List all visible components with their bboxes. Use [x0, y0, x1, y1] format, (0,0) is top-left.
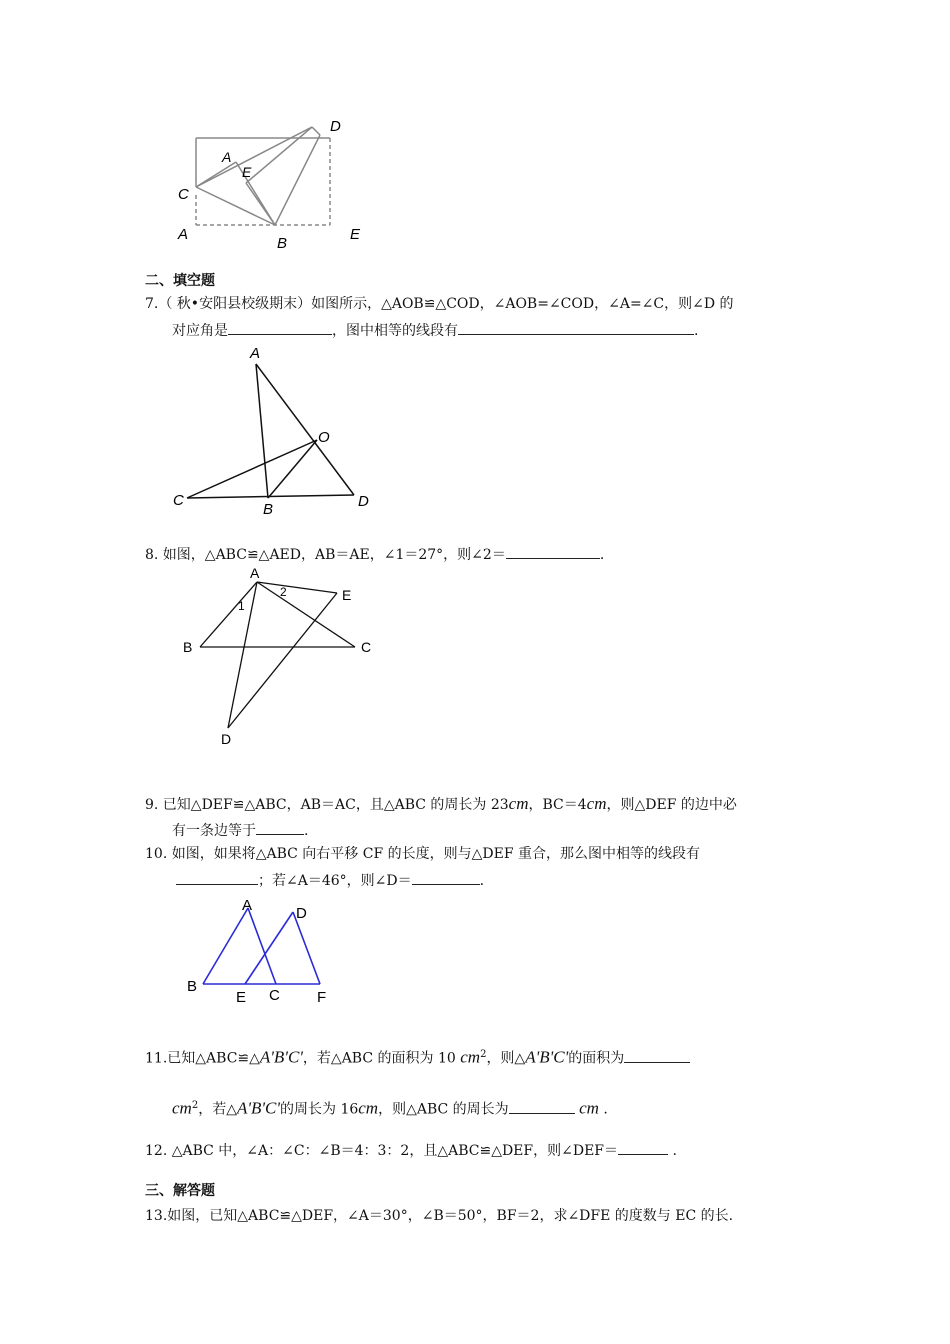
figure-q7 — [170, 340, 380, 520]
q11-prime-3: A'B'C' — [236, 1098, 280, 1118]
fig10-label-C: C — [269, 987, 280, 1004]
q11-blank-1[interactable] — [624, 1048, 690, 1063]
q11-part-f: 的周长为 16 — [280, 1101, 359, 1118]
q11-part-a: 11.已知△ABC≌△ — [145, 1050, 260, 1067]
q11-prime-2: A'B'C' — [525, 1047, 569, 1067]
fig8-label-A: A — [250, 565, 260, 581]
q11-part-d: 的面积为 — [568, 1050, 625, 1067]
q11-cm-1: cm — [460, 1047, 481, 1067]
fig6-label-A-prime: A — [222, 149, 232, 165]
q11-cm-4: cm — [579, 1098, 599, 1118]
figure-q8-lines — [200, 582, 355, 728]
figure-q6 — [170, 115, 370, 255]
figure-q10 — [180, 892, 340, 1012]
q11-sq-2: 2 — [191, 1100, 199, 1111]
fig10-label-D: D — [296, 905, 307, 922]
q9-part-b: ，BC＝4 — [528, 797, 587, 813]
q8-question: 8. 如图，△ABC≌△AED，AB＝AE，∠1＝27°，则∠2＝ — [145, 547, 506, 563]
fig7-label-O: O — [318, 429, 330, 446]
fig8-label-C: C — [361, 639, 372, 655]
fig6-label-E-prime: E — [242, 164, 252, 180]
q12-text — [145, 1140, 677, 1160]
q10-line2 — [176, 870, 484, 890]
q11-cm-2: cm — [172, 1098, 192, 1118]
fig6-label-D: D — [330, 118, 341, 135]
q10-blank-1[interactable] — [176, 870, 258, 885]
q9-line2 — [172, 820, 308, 840]
q12-blank[interactable] — [618, 1140, 668, 1155]
q10-mid: ；若∠A＝46°，则∠D＝ — [258, 873, 412, 889]
q12-end: . — [672, 1143, 677, 1159]
figure-q6-lines — [196, 127, 330, 225]
q7-line2a: 对应角是 — [172, 323, 228, 339]
figure-q8 — [175, 560, 385, 750]
fig8-angle-1: 1 — [238, 599, 245, 613]
q9-part-a: 9. 已知△DEF≌△ABC，AB＝AC，且△ABC 的周长为 23 — [145, 797, 509, 813]
fig8-label-B: B — [183, 639, 193, 655]
fig6-label-A: A — [178, 226, 189, 243]
fig6-label-B: B — [277, 235, 288, 252]
q9-line2-text: 有一条边等于 — [172, 823, 256, 839]
q11-blank-2[interactable] — [509, 1099, 575, 1114]
q9-unit-1: cm — [508, 794, 529, 813]
q7-blank-2[interactable] — [458, 320, 694, 335]
fig8-angle-2: 2 — [280, 585, 287, 599]
fig6-label-C: C — [178, 186, 189, 203]
q11-sq-1: 2 — [480, 1049, 487, 1060]
q11-part-c: ，则△ — [486, 1050, 526, 1067]
q11-line1 — [145, 1046, 690, 1068]
q11-end: . — [603, 1101, 608, 1118]
q10-line1: 10. 如图，如果将△ABC 向右平移 CF 的长度，则与△DEF 重合，那么图中相等的线段有 — [145, 846, 701, 862]
q7-blank-1[interactable] — [228, 320, 332, 335]
section-title-fill-blank: 二、填空题 — [145, 273, 215, 289]
fig8-label-D: D — [221, 731, 232, 747]
q7-line2 — [172, 320, 698, 340]
fig6-label-E: E — [350, 226, 361, 243]
q9-line1 — [145, 795, 737, 814]
q9-unit-2: cm — [586, 794, 607, 813]
fig10-label-A: A — [242, 897, 253, 914]
q11-part-e: ，若△ — [198, 1101, 237, 1118]
q10-blank-2[interactable] — [412, 870, 480, 885]
q7-line2c: . — [694, 323, 699, 339]
q8-blank[interactable] — [506, 544, 600, 559]
fig10-label-E: E — [236, 989, 247, 1006]
fig8-label-E: E — [342, 587, 352, 603]
q9-part-c: ，则△DEF 的边中必 — [606, 797, 737, 813]
q11-cm-3: cm — [358, 1098, 379, 1118]
q12-question: 12. △ABC 中，∠A：∠C：∠B＝4：3：2，且△ABC≌△DEF，则∠DEF＝ — [145, 1143, 619, 1159]
q11-part-g: ，则△ABC 的周长为 — [378, 1101, 509, 1118]
q7-line1: 7.（ 秋•安阳县校级期末）如图所示，△AOB≌△COD，∠AOB=∠COD，∠A=∠C，则∠D 的 — [145, 296, 734, 312]
q9-end: . — [304, 823, 309, 839]
q10-end: . — [479, 873, 485, 889]
q11-part-b: ，若△ABC 的面积为 10 — [302, 1050, 456, 1067]
fig7-label-A: A — [250, 345, 261, 362]
q11-line2 — [172, 1097, 608, 1119]
q7-line2b: ，图中相等的线段有 — [332, 323, 458, 339]
fig7-label-B: B — [263, 501, 274, 518]
section-title-solve: 三、解答题 — [145, 1183, 215, 1199]
q8-end: . — [599, 547, 605, 563]
fig7-label-C: C — [173, 492, 184, 509]
fig10-label-B: B — [187, 978, 198, 995]
q13-text: 13.如图，已知△ABC≌△DEF，∠A＝30°，∠B＝50°，BF＝2，求∠DFE 的度数与 EC 的长. — [145, 1208, 734, 1224]
q9-blank[interactable] — [256, 820, 304, 835]
fig7-label-D: D — [358, 493, 369, 510]
q11-prime-1: A'B'C' — [259, 1047, 303, 1067]
fig10-label-F: F — [317, 989, 327, 1006]
